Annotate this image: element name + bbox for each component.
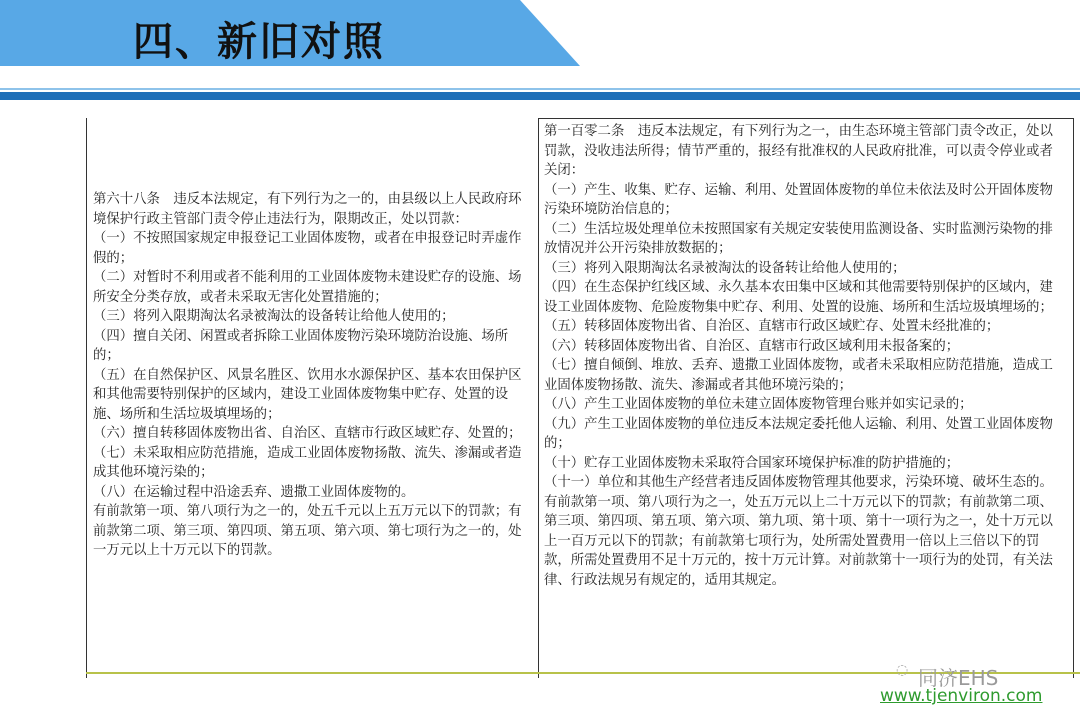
comparison-table xyxy=(86,118,1074,678)
page-title: 四、新旧对照 xyxy=(133,19,385,65)
footer-url-link[interactable]: www.tjenviron.com xyxy=(880,686,1043,706)
header-divider-thick xyxy=(0,92,1080,100)
right-column-top-rule xyxy=(538,118,1073,119)
header-divider-thin xyxy=(0,88,1080,90)
column-divider xyxy=(538,118,539,678)
wechat-icon: ◌ xyxy=(896,662,909,678)
watermark-brand: 同济EHS xyxy=(918,666,999,690)
new-law-text: 第一百零二条 违反本法规定，有下列行为之一，由生态环境主管部门责令改正，处以罚款，没收违法所得；情节严重的，报经有批准权的人民政府批准，可以责令停业或者关闭： （一）产生、收集、贮存、运输、利用、处置固体废物的单位未依法及时公开固体废物污染环境防治信息的； （二）生活垃圾处理单位未按照国家有关规定安装使用监测设备、实时监测污染物的排放情况并公开污染排放数据的； （三）将列入限期淘汰名录被淘汰的设备转让给他人使用的； （四）在生态保护红线区域、永久基本农田集中区域和其他需要特别保护的区域内，建设工业固体废物、危险废物集中贮存、利用、处置的设施、场所和生活垃圾填埋场的； （五）转移固体废物出省、自治区、直辖市行政区域贮存、处置未经批准的； （六）转移固体废物出省、自治区、直辖市行政区域利用未报备案的； （七）擅自倾倒、堆放、丢弃、遗撒工业固体废物，或者未采取相应防范措施，造成工业固体废物扬散、流失、渗漏或者其他环境污染的； （八）产生工业固体废物的单位未建立固体废物管理台账并如实记录的； （九）产生工业固体废物的单位违反本法规定委托他人运输、利用、处置工业固体废物的； （十）贮存工业固体废物未采取符合国家环境保护标准的防护措施的； （十一）单位和其他生产经营者违反固体废物管理其他要求，污染环境、破坏生态的。 有前款第一项、第八项行为之一，处五万元以上二十万元以下的罚款；有前款第二项、第三项、第四项、第五项、第六项、第九项、第十项、第十一项行为之一，处十万元以上一百万元以下的罚款；有前款第七项行为，处所需处置费用一倍以上三倍以下的罚款，所需处置费用不足十万元的，按十万元计算。对前款第十一项行为的处罚，有关法律、行政法规另有规定的，适用其规定。 xyxy=(544,124,1053,588)
old-law-text: 第六十八条 违反本法规定，有下列行为之一的，由县级以上人民政府环境保护行政主管部门责令停止违法行为，限期改正，处以罚款： （一）不按照国家规定申报登记工业固体废物，或者在申报登记时弄虚作假的； （二）对暂时不利用或者不能利用的工业固体废物未建设贮存的设施、场所安全分类存放，或者未采取无害化处置措施的； （三）将列入限期淘汰名录被淘汰的设备转让给他人使用的； （四）擅自关闭、闲置或者拆除工业固体废物污染环境防治设施、场所的； （五）在自然保护区、风景名胜区、饮用水水源保护区、基本农田保护区和其他需要特别保护的区域内，建设工业固体废物集中贮存、处置的设施、场所和生活垃圾填埋场的； （六）擅自转移固体废物出省、自治区、直辖市行政区域贮存、处置的； （七）未采取相应防范措施，造成工业固体废物扬散、流失、渗漏或者造成其他环境污染的； （八）在运输过程中沿途丢弃、遗撒工业固体废物的。 有前款第一项、第八项行为之一的，处五千元以上五万元以下的罚款；有前款第二项、第三项、第四项、第五项、第六项、第七项行为之一的，处一万元以上十万元以下的罚款。 xyxy=(93,192,522,558)
